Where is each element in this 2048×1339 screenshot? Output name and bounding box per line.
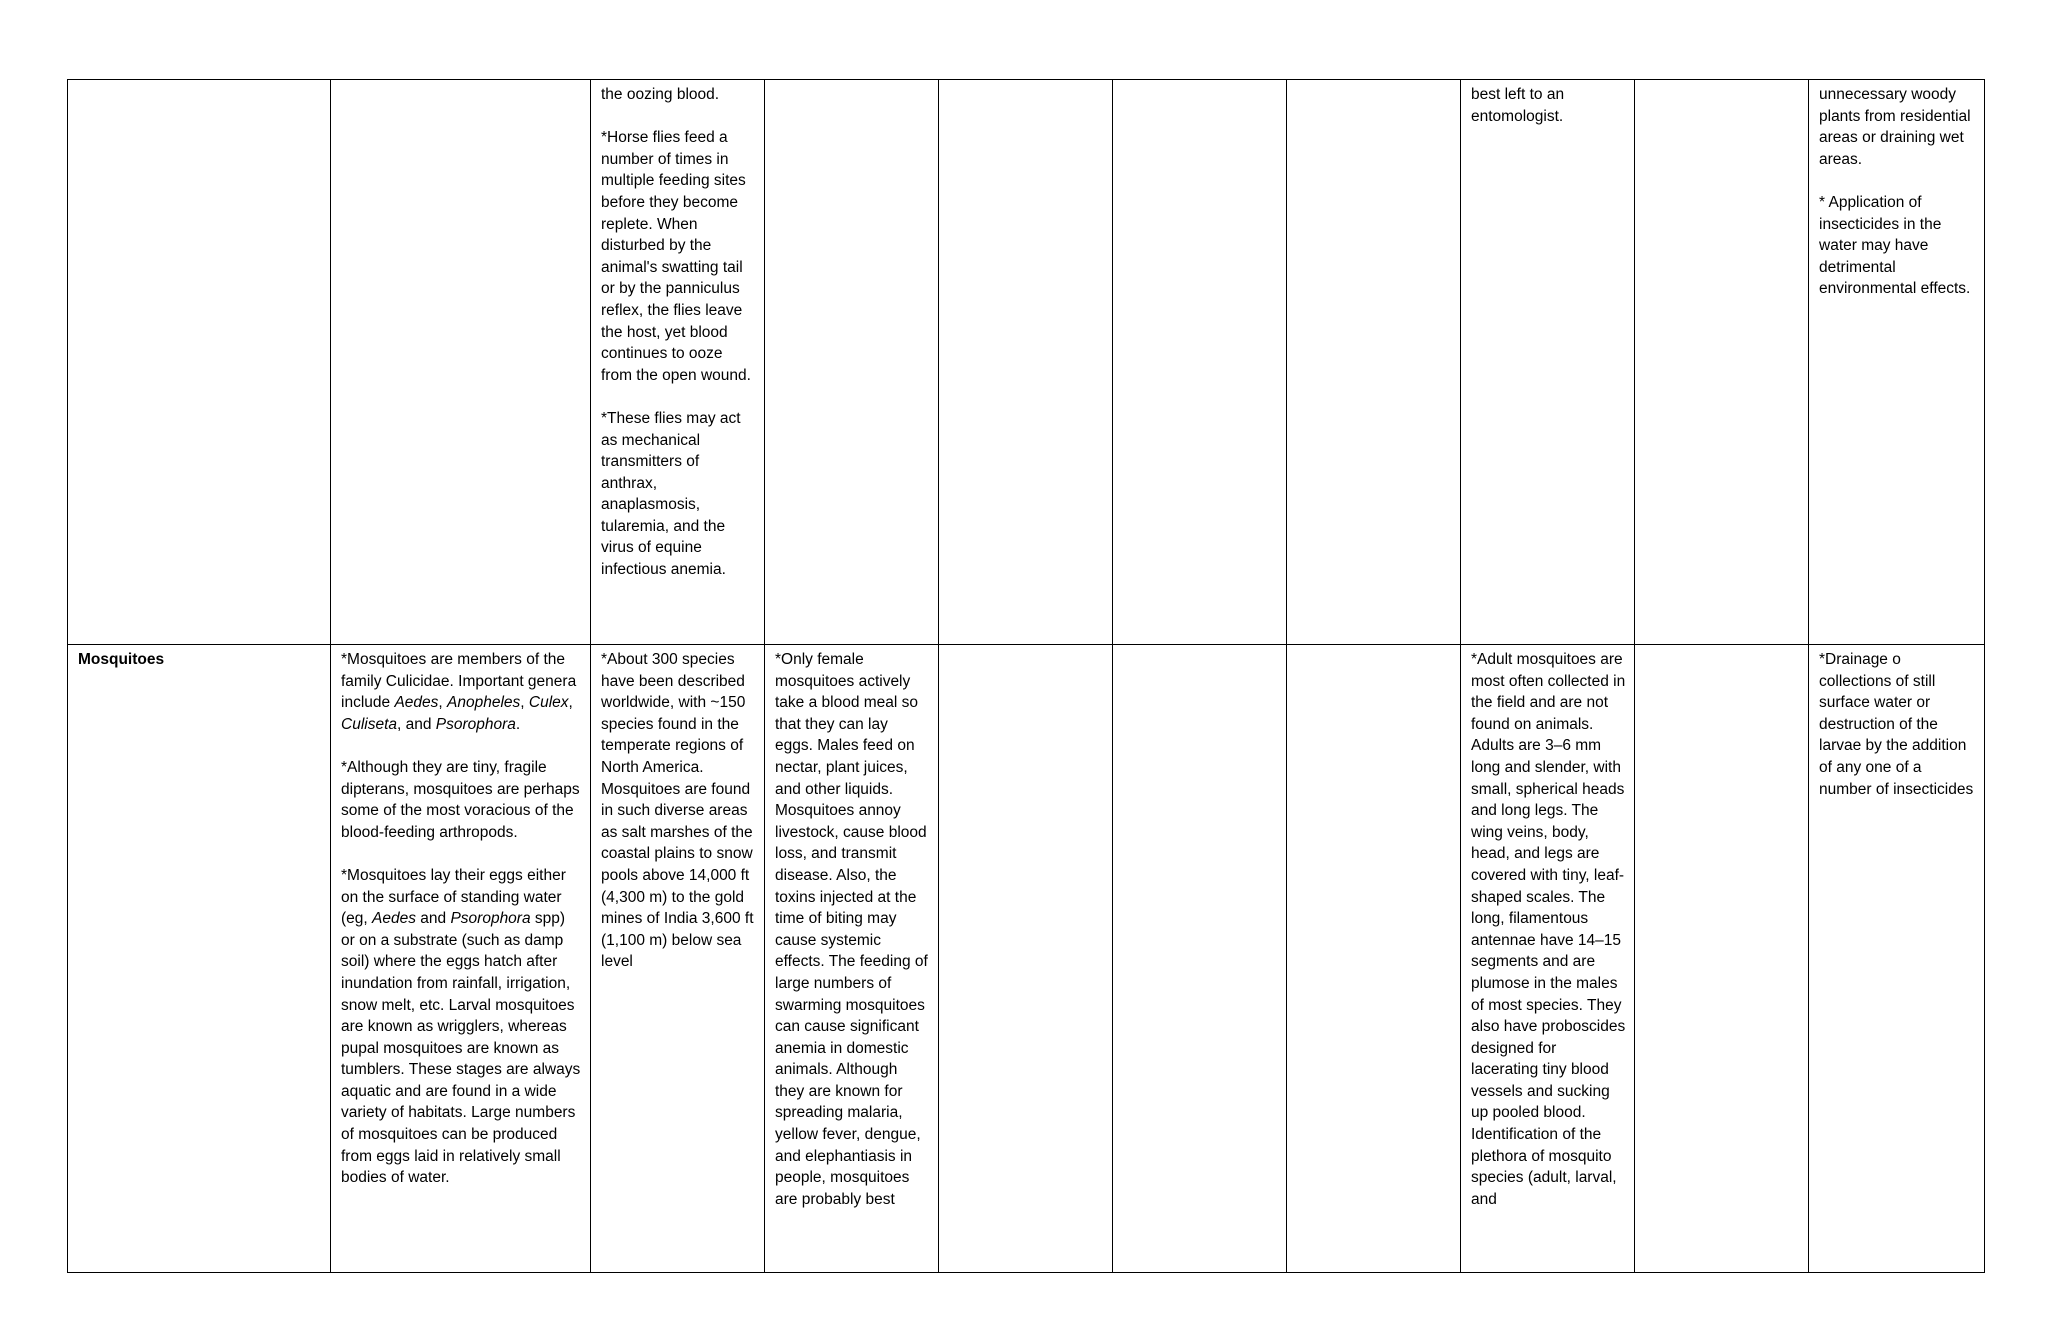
distribution-cell: *About 300 species have been described worldwide, with ~150 species found in the temperate regions of North America. Mosquitoes are found in such diverse areas as salt marshes of the coastal plains to snow pools above 14,000 ft (4,300 m) to the gold mines of India 3,600 ft (1,100 m) below sea level: [591, 645, 765, 1273]
text-run: ,: [568, 694, 573, 712]
table-cell: [765, 80, 939, 645]
table-cell: best left to an entomologist.: [1461, 80, 1635, 645]
table-cell: the oozing blood. *Horse flies feed a number of times in multiple feeding sites before they become replete. When disturbed by the animal's swatting tail or by the panniculus reflex, the flies leave the host, yet blood continues to ooze from the open wound. *These flies may act as mechanical transmitters of anthrax, anaplasmosis, tularemia, and the virus of equine infectious anemia.: [591, 80, 765, 645]
table-cell: [68, 80, 331, 645]
table-cell: [939, 80, 1113, 645]
text-run: .: [515, 715, 521, 733]
table-cell: [1287, 80, 1461, 645]
effects-cell: *Only female mosquitoes actively take a blood meal so that they can lay eggs. Males feed on nectar, plant juices, and other liquids. Mosquitoes annoy livestock, cause blood loss, and transmit disease. Also, the toxins injected at the time of biting may cause systemic effects. The feeding of large numbers of swarming mosquitoes can cause significant anemia in domestic animals. Although they are known for spreading malaria, yellow fever, dengue, and elephantiasis in people, mosquitoes are probably best: [765, 645, 939, 1273]
description-cell: [331, 645, 591, 1273]
control-cell: *Drainage o collections of still surface water or destruction of the larvae by the addition of any one of a number of insecticides: [1809, 645, 1985, 1273]
table-cell: [331, 80, 591, 645]
table-row: [68, 645, 1985, 1273]
pest-name-cell: Mosquitoes: [68, 645, 331, 1273]
text-run: and: [415, 910, 451, 928]
text-run: ,: [438, 694, 448, 712]
table-cell: [1635, 645, 1809, 1273]
table-cell: [939, 645, 1113, 1273]
table-cell: [1635, 80, 1809, 645]
genus-name: Psorophora: [435, 715, 516, 733]
genus-name: Psorophora: [450, 910, 531, 928]
text-run: *Mosquitoes are members of the family Culicidae. Important genera include: [341, 651, 577, 712]
text-run: *Although they are tiny, fragile dipterans, mosquitoes are perhaps some of the most voracious of the blood-feeding arthropods.: [341, 758, 580, 841]
text-run: , and: [397, 715, 436, 733]
table-row: [68, 80, 1985, 645]
genus-name: Culiseta: [341, 715, 397, 733]
genus-name: Anopheles: [447, 694, 521, 712]
identification-cell: *Adult mosquitoes are most often collected in the field and are not found on animals. Adults are 3–6 mm long and slender, with small, spherical heads and long legs. The wing veins, body, head, and legs are covered with tiny, leaf-shaped scales. The long, filamentous antennae have 14–15 segments and are plumose in the males of most species. They also have proboscides designed for lacerating tiny blood vessels and sucking up pooled blood. Identification of the plethora of mosquito species (adult, larval, and: [1461, 645, 1635, 1273]
text-run: *Mosquitoes lay their eggs either on the surface of standing water (eg,: [341, 866, 566, 928]
table-cell: [1113, 80, 1287, 645]
text-run: ,: [520, 694, 529, 712]
genus-name: Aedes: [372, 910, 416, 928]
table-cell: [1113, 645, 1287, 1273]
table-cell: [1287, 645, 1461, 1273]
pest-control-table: [67, 79, 1985, 1273]
genus-name: Culex: [528, 694, 569, 712]
text-run: spp) or on a substrate (such as damp soil) where the eggs hatch after inundation from rainfall, irrigation, snow melt, etc. Larval mosquitoes are known as wrigglers, whereas pupal mosquitoes are known as tumblers. These stages are always aquatic and are found in a wide variety of habitats. Large numbers of mosquitoes can be produced from eggs laid in relatively small bodies of water.: [341, 910, 581, 1187]
genus-name: Aedes: [394, 694, 439, 712]
table-cell: unnecessary woody plants from residential areas or draining wet areas. * Application of insecticides in the water may have detrimental environmental effects.: [1809, 80, 1985, 645]
